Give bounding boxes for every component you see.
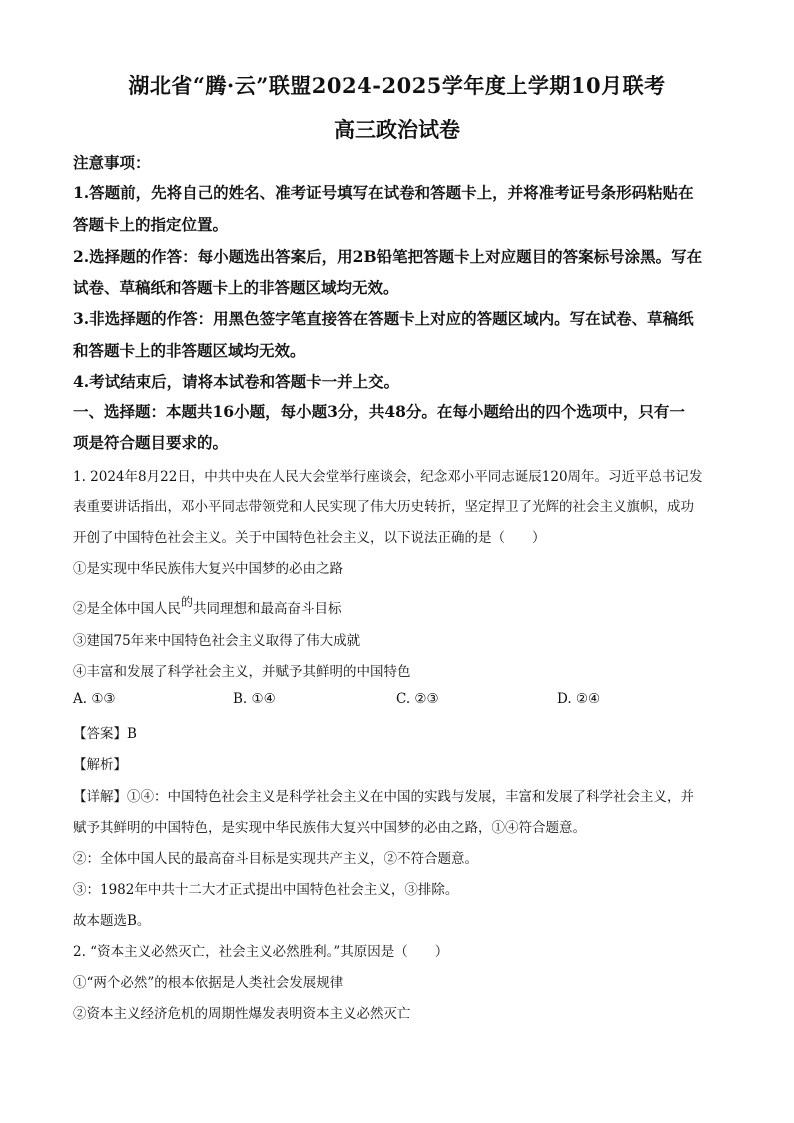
q1-detail-line-4: ③：1982年中共十二大才正式提出中国特色社会主义，③排除。 bbox=[73, 882, 459, 898]
q1-statement-2 bbox=[73, 597, 342, 617]
notice-item-3-line-1: 3.非选择题的作答：用黑色签字笔直接答在答题卡上对应的答题区域内。写在试卷、草稿纸 bbox=[73, 309, 694, 328]
notice-item-2-line-1: 2.选择题的作答：每小题选出答案后，用2B铅笔把答题卡上对应题目的答案标号涂黑。写在 bbox=[73, 247, 703, 266]
q1-statement-2-part-a: ②是全体中国人民 bbox=[73, 601, 181, 617]
notice-item-3-line-2: 和答题卡上的非答题区域均无效。 bbox=[73, 341, 306, 360]
q1-statement-2-part-b: 共同理想和最高奋斗目标 bbox=[193, 601, 342, 617]
q1-option-b: B. ①④ bbox=[233, 691, 276, 707]
q2-statement-2: ②资本主义经济危机的周期性爆发表明资本主义必然灭亡 bbox=[73, 1006, 411, 1022]
notice-item-2-line-2: 试卷、草稿纸和答题卡上的非答题区域均无效。 bbox=[73, 278, 399, 297]
detail-tag: 【详解】 bbox=[73, 789, 127, 805]
q1-option-a: A. ①③ bbox=[73, 691, 116, 707]
q2-stem: 2. “资本主义必然灭亡，社会主义必然胜利。”其原因是（ ） bbox=[73, 944, 449, 960]
q1-stem-line-3: 开创了中国特色社会主义。关于中国特色社会主义，以下说法正确的是（ ） bbox=[73, 530, 546, 546]
q1-stem-line-2: 表重要讲话指出，邓小平同志带领党和人民实现了伟大历史转折，坚定捍卫了光辉的社会主义旗帜，成功 bbox=[73, 499, 694, 515]
exam-title: 湖北省“腾·云”联盟2024-2025学年度上学期10月联考 bbox=[128, 73, 666, 98]
q2-statement-1: ①“两个必然”的根本依据是人类社会发展规律 bbox=[73, 975, 344, 991]
q1-detail-line-1 bbox=[73, 785, 694, 805]
section-1-line-1: 一、选择题：本题共16小题，每小题3分，共48分。在每小题给出的四个选项中，只有一 bbox=[73, 402, 685, 421]
section-1-line-2: 项是符合题目要求的。 bbox=[73, 433, 229, 452]
q1-option-c: C. ②③ bbox=[396, 691, 439, 707]
q1-statement-3: ③建国75年来中国特色社会主义取得了伟大成就 bbox=[73, 633, 361, 649]
q1-statement-2-superscript: 的 bbox=[181, 595, 194, 609]
q1-detail-line-3: ②：全体中国人民的最高奋斗目标是实现共产主义，②不符合题意。 bbox=[73, 851, 478, 867]
q1-statement-1: ①是实现中华民族伟大复兴中国梦的必由之路 bbox=[73, 561, 343, 577]
q1-answer bbox=[73, 722, 137, 742]
answer-value: B bbox=[127, 726, 137, 742]
notice-item-4: 4.考试结束后，请将本试卷和答题卡一并上交。 bbox=[73, 372, 400, 391]
notice-heading: 注意事项： bbox=[73, 153, 151, 172]
q1-analysis-tag: 【解析】 bbox=[73, 757, 127, 773]
detail-text-1: ①④：中国特色社会主义是科学社会主义在中国的实践与发展，丰富和发展了科学社会主义，并 bbox=[127, 789, 694, 805]
q1-option-d: D. ②④ bbox=[557, 691, 601, 707]
exam-subtitle: 高三政治试卷 bbox=[334, 117, 460, 142]
q1-stem-line-1: 1. 2024年8月22日，中共中央在人民大会堂举行座谈会，纪念邓小平同志诞辰120周年。习近平总书记发 bbox=[73, 469, 703, 485]
q1-statement-4: ④丰富和发展了科学社会主义，并赋予其鲜明的中国特色 bbox=[73, 664, 411, 680]
notice-item-1-line-1: 1.答题前，先将自己的姓名、准考证号填写在试卷和答题卡上，并将准考证号条形码粘贴在 bbox=[73, 183, 694, 202]
notice-item-1-line-2: 答题卡上的指定位置。 bbox=[73, 215, 229, 234]
q1-conclusion: 故本题选B。 bbox=[73, 913, 151, 929]
q1-detail-line-2: 赋予其鲜明的中国特色，是实现中华民族伟大复兴中国梦的必由之路，①④符合题意。 bbox=[73, 820, 586, 836]
answer-tag: 【答案】 bbox=[73, 726, 127, 742]
